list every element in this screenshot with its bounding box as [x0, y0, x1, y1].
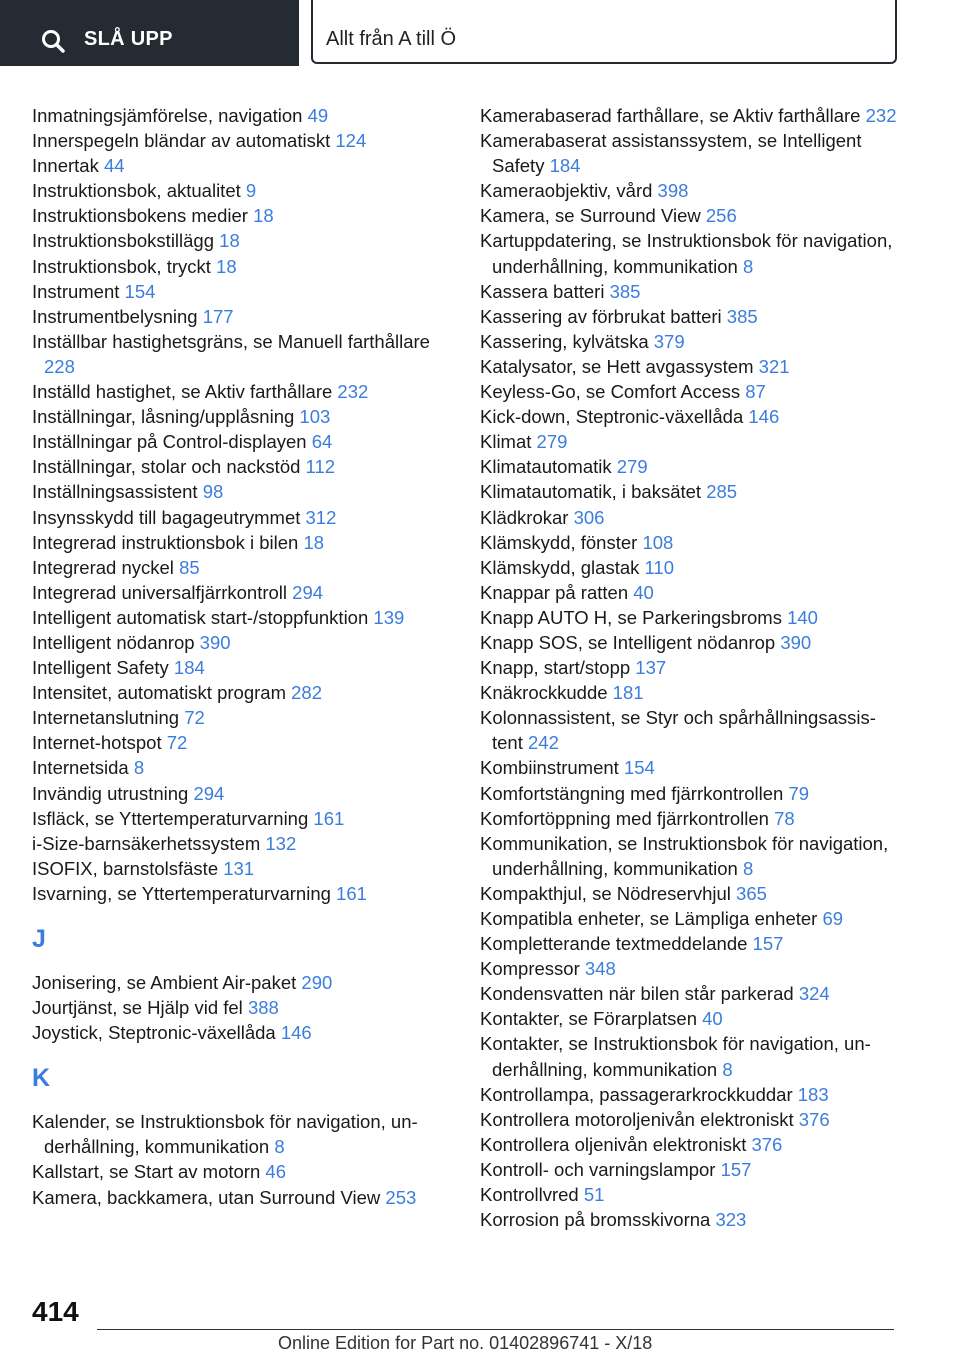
index-entry: [480, 680, 900, 705]
index-entry: [32, 781, 452, 806]
index-entry-text: Kassering av förbrukat batteri: [480, 305, 722, 327]
index-page-link[interactable]: 154: [623, 757, 655, 779]
index-entry-text: Instruktionsbok, tryckt: [32, 255, 211, 277]
index-page-link[interactable]: 51: [583, 1184, 605, 1206]
index-page-link[interactable]: 79: [788, 782, 810, 804]
index-entry: [32, 655, 452, 680]
index-entry-text: Kamera, se Surround View: [480, 205, 701, 227]
index-page-link[interactable]: 290: [301, 972, 333, 993]
index-entry: [32, 1185, 452, 1210]
index-page-link[interactable]: 8: [274, 1136, 285, 1158]
index-entry-text: Kontrollampa, passagerarkrockkuddar: [480, 1083, 793, 1105]
index-page-link[interactable]: 242: [528, 732, 559, 754]
index-page-link[interactable]: 232: [865, 105, 897, 126]
index-entry: [480, 304, 900, 329]
index-page-link[interactable]: 294: [193, 782, 225, 804]
footer-divider: [97, 1329, 894, 1330]
index-page-link[interactable]: 161: [336, 882, 367, 904]
index-page-link[interactable]: 137: [635, 657, 667, 679]
index-entry-text: Intensitet, automatiskt program: [32, 682, 286, 704]
index-entry-text: Kontrollera motoroljenivån elektroniskt: [480, 1108, 794, 1130]
index-entry: [32, 881, 452, 906]
index-page-link[interactable]: 232: [337, 381, 369, 403]
index-entry: [32, 379, 452, 404]
index-entry-text: Integrerad nyckel: [32, 556, 174, 578]
index-entry: [32, 304, 452, 329]
index-page-link[interactable]: 110: [644, 556, 675, 578]
index-page-link[interactable]: 181: [612, 682, 644, 704]
index-entry: [480, 505, 900, 530]
index-entry: [480, 1031, 900, 1081]
index-entry: [32, 429, 452, 454]
index-entry-text: Kamerabaserad farthållare, se Aktiv farthållare: [480, 105, 861, 126]
index-page-link[interactable]: 40: [702, 1008, 723, 1030]
search-tab[interactable]: [0, 0, 299, 66]
index-entry-text: Instrument: [32, 280, 120, 302]
index-entry-text: Kompletterande textmeddelande: [480, 933, 748, 955]
index-entry-text: Intelligent automatisk start-/stoppfunktion: [32, 606, 369, 628]
index-entry-text: Korrosion på bromsskivorna: [480, 1209, 711, 1231]
index-entry-text: Inställningar, låsning/upplåsning: [32, 406, 295, 428]
index-entry-text: ISOFIX, barnstolsfäste: [32, 857, 219, 879]
index-entry: [480, 605, 900, 630]
index-entry: [480, 580, 900, 605]
index-entry-text: Kontrollvred: [480, 1184, 579, 1206]
index-entry: [32, 178, 452, 203]
index-page-link[interactable]: 228: [44, 355, 75, 377]
index-page-link[interactable]: 385: [726, 305, 758, 327]
index-page-link[interactable]: 157: [752, 933, 784, 955]
index-page-link[interactable]: 282: [291, 682, 322, 704]
index-page-link[interactable]: 312: [305, 506, 337, 528]
index-entry-text: Inställningar, stolar och nackstöd: [32, 456, 301, 478]
index-entry: [32, 254, 452, 279]
index-entry-text: Klimatautomatik: [480, 456, 612, 478]
index-page-link[interactable]: 154: [124, 280, 156, 302]
index-entry: [480, 655, 900, 680]
index-page-link[interactable]: 87: [745, 381, 766, 403]
index-entry-text: Kondensvatten när bilen står parkerad: [480, 983, 794, 1005]
index-entry-text: Innertak: [32, 155, 99, 177]
index-page-link[interactable]: 183: [797, 1083, 829, 1105]
index-page-link[interactable]: 348: [584, 958, 616, 980]
index-entry-text: Internet-hotspot: [32, 732, 162, 754]
index-entry: [480, 429, 900, 454]
index-entry: [32, 856, 452, 881]
index-entry-text: Kompressor: [480, 958, 580, 980]
index-page-link[interactable]: 279: [616, 456, 648, 478]
index-page-link[interactable]: 146: [280, 1022, 312, 1044]
index-column-left: [32, 103, 452, 1210]
index-entry-text: Knapp AUTO H, se Parkeringsbroms: [480, 606, 782, 628]
index-entry-text: Instruktionsbok, aktualitet: [32, 180, 241, 202]
index-page-link[interactable]: 85: [179, 556, 200, 578]
index-entry-text: Kontrollera oljenivån elektroniskt: [480, 1133, 747, 1155]
index-entry-text: Klimatautomatik, i baksätet: [480, 481, 702, 503]
index-entry: [480, 781, 900, 806]
index-entry-text: Komfortstängning med fjärrkontrollen: [480, 782, 784, 804]
index-entry-text: Kontakter, se Förarplatsen: [480, 1008, 697, 1030]
index-entry-text: Innerspegeln bländar av automatiskt: [32, 130, 331, 152]
index-entry-text: Kombiinstrument: [480, 757, 619, 779]
index-entry: [32, 705, 452, 730]
index-entry-text: Knapp SOS, se Intelligent nödanrop: [480, 631, 776, 653]
index-entry-text: Komfortöppning med fjärrkontrollen: [480, 807, 769, 829]
index-page-link[interactable]: 385: [609, 280, 641, 302]
index-entry-text: Kontakter, se Instruktionsbok för navigation, underhållning, kommunikation: [480, 1033, 871, 1080]
index-entry-text: Kompakthjul, se Nödreservhjul: [480, 882, 731, 904]
index-entry-text: Inställningsassistent: [32, 481, 198, 503]
index-entry: [480, 956, 900, 981]
index-page-link[interactable]: 376: [798, 1108, 830, 1130]
index-entry: [32, 995, 452, 1020]
index-entry: [480, 630, 900, 655]
index-entry-text: Intelligent Safety: [32, 657, 169, 679]
index-page-link[interactable]: 132: [265, 832, 297, 854]
index-page-link[interactable]: 139: [373, 606, 405, 628]
index-page-link[interactable]: 131: [223, 857, 255, 879]
index-page-link[interactable]: 376: [751, 1133, 783, 1155]
index-entry: [480, 203, 900, 228]
index-page-link[interactable]: 112: [305, 456, 336, 478]
index-entry: [32, 404, 452, 429]
index-entry: [480, 329, 900, 354]
index-page-link[interactable]: 18: [219, 230, 240, 252]
index-entry-text: Integrerad universalfjärrkontroll: [32, 581, 288, 603]
index-entry-text: Kassera batteri: [480, 280, 605, 302]
index-entry-text: Klädkrokar: [480, 506, 569, 528]
index-entry: [32, 329, 452, 379]
index-entry-text: Kolonnassistent, se Styr och spårhållningsassistent: [480, 707, 876, 754]
index-entry-text: Klämskydd, fönster: [480, 531, 638, 553]
index-entry-text: Inställningar på Control-displayen: [32, 431, 307, 453]
index-entry-text: Inställd hastighet, se Aktiv farthållare: [32, 381, 333, 403]
index-entry: [480, 1207, 900, 1232]
index-entry: [480, 755, 900, 780]
index-entry-text: Kommunikation, se Instruktionsbok för navigation, underhållning, kommunikation: [480, 832, 889, 879]
index-page-link[interactable]: 388: [247, 997, 279, 1019]
index-entry: [32, 505, 452, 530]
index-entry: [32, 128, 452, 153]
index-entry-text: Klimat: [480, 431, 532, 453]
search-icon: [40, 28, 68, 56]
index-page-link[interactable]: 253: [385, 1186, 417, 1208]
index-entry: [480, 906, 900, 931]
index-entry: [480, 530, 900, 555]
index-letter-heading: J: [32, 925, 46, 953]
index-entry-text: Inmatningsjämförelse, navigation: [32, 105, 303, 126]
section-title-tab[interactable]: [311, 0, 897, 64]
search-tab-label: SLÅ UPP: [84, 28, 173, 50]
index-entry: [32, 580, 452, 605]
index-entry: [32, 630, 452, 655]
index-entry: [32, 970, 452, 995]
index-entry: [480, 103, 900, 128]
index-page-link[interactable]: 9: [245, 180, 257, 202]
index-entry: [32, 755, 452, 780]
index-entry-text: Kalender, se Instruktionsbok för navigation, underhållning, kommunikation: [32, 1111, 418, 1158]
index-entry-text: Insynsskydd till bagageutrymmet: [32, 506, 301, 528]
index-page-link[interactable]: 40: [633, 581, 654, 603]
index-entry-text: Kamera, backkamera, utan Surround View: [32, 1186, 381, 1208]
index-entry-text: Isvarning, se Yttertemperaturvarning: [32, 882, 331, 904]
index-page-link[interactable]: 184: [173, 657, 205, 679]
index-page-link[interactable]: 8: [742, 857, 754, 879]
index-entry-text: Internetsida: [32, 757, 129, 779]
index-page-link[interactable]: 18: [216, 255, 237, 277]
index-entry: [480, 981, 900, 1006]
index-entry-text: Isfläck, se Yttertemperaturvarning: [32, 807, 309, 829]
index-entry: [32, 153, 452, 178]
index-page-link[interactable]: 8: [133, 757, 145, 779]
index-entry: [32, 530, 452, 555]
index-page-link[interactable]: 98: [202, 481, 224, 503]
index-entry-text: Kompatibla enheter, se Lämpliga enheter: [480, 908, 818, 929]
index-entry: [480, 404, 900, 429]
index-entry: [480, 1082, 900, 1107]
index-letter-heading: K: [32, 1064, 51, 1093]
index-entry-text: Katalysator, se Hett avgassystem: [480, 355, 754, 377]
index-entry: [32, 228, 452, 253]
index-entry-text: Instrumentbelysning: [32, 305, 198, 327]
index-entry: [480, 228, 900, 278]
index-entry: [32, 730, 452, 755]
index-page-link[interactable]: 157: [720, 1158, 752, 1180]
index-page-link[interactable]: 306: [573, 506, 605, 528]
index-entry-text: Integrerad instruktionsbok i bilen: [32, 531, 299, 553]
index-entry: [480, 705, 900, 755]
index-page-link[interactable]: 78: [774, 807, 795, 829]
index-page-link[interactable]: 124: [335, 130, 367, 152]
index-entry: [32, 555, 452, 580]
top-navigation-bar: [0, 0, 960, 66]
index-entry-text: Jonisering, se Ambient Air-paket: [32, 972, 297, 993]
index-entry-text: Instruktionsbokens medier: [32, 205, 248, 227]
index-page-link[interactable]: 177: [202, 305, 234, 327]
index-page-link[interactable]: 49: [307, 105, 329, 126]
index-entry-text: Kallstart, se Start av motorn: [32, 1161, 261, 1183]
index-entry: [480, 1157, 900, 1182]
index-entry-text: Knäkrockkudde: [480, 682, 608, 704]
index-entry-text: Jourtjänst, se Hjälp vid fel: [32, 997, 243, 1019]
index-entry: [32, 279, 452, 304]
index-page-link[interactable]: 161: [313, 807, 345, 829]
index-page-link[interactable]: 18: [253, 205, 274, 227]
index-entry: [32, 1020, 452, 1045]
index-entry-text: Kontroll- och varningslampor: [480, 1158, 716, 1180]
index-page-link[interactable]: 285: [706, 481, 738, 503]
index-page-link[interactable]: 390: [199, 631, 231, 653]
index-entry: [480, 454, 900, 479]
index-page-link[interactable]: 184: [549, 155, 581, 177]
index-page-link[interactable]: 108: [642, 531, 674, 553]
page-number: 414: [32, 1296, 79, 1327]
index-entry: [32, 103, 452, 128]
index-entry: [480, 931, 900, 956]
index-entry: [480, 128, 900, 178]
index-entry-text: Invändig utrustning: [32, 782, 189, 804]
index-entry: [32, 1159, 452, 1184]
index-entry-text: Inställbar hastighetsgräns, se Manuell farthållare: [32, 330, 430, 352]
index-entry-text: Kameraobjektiv, vård: [480, 180, 653, 202]
index-entry: [32, 605, 452, 630]
index-column-right: [480, 103, 900, 1232]
index-entry: [480, 279, 900, 304]
index-entry: [480, 806, 900, 831]
index-entry: [32, 203, 452, 228]
section-title: Allt från A till Ö: [326, 28, 457, 50]
index-entry: [480, 1182, 900, 1207]
index-page-link[interactable]: 323: [715, 1209, 747, 1231]
index-entry-text: Knappar på ratten: [480, 581, 629, 603]
index-entry: [480, 1132, 900, 1157]
index-entry: [32, 680, 452, 705]
index-entry: [32, 831, 452, 856]
index-page-link[interactable]: 103: [299, 406, 331, 428]
index-entry-text: Intelligent nödanrop: [32, 631, 195, 653]
index-entry-text: Kartuppdatering, se Instruktionsbok för navigation, underhållning, kommunikation: [480, 230, 893, 277]
index-entry: [480, 555, 900, 580]
index-page-link[interactable]: 324: [798, 983, 830, 1005]
index-page-link[interactable]: 8: [722, 1058, 733, 1080]
index-entry: [32, 479, 452, 504]
index-page-link[interactable]: 46: [265, 1161, 286, 1183]
index-entry: [480, 831, 900, 881]
index-page-link[interactable]: 140: [787, 606, 818, 628]
index-entry-text: Instruktionsbokstillägg: [32, 230, 215, 252]
index-entry-text: Joystick, Steptronic-växellåda: [32, 1022, 276, 1044]
index-page-link[interactable]: 72: [166, 732, 188, 754]
index-entry: [480, 1107, 900, 1132]
index-entry: [480, 1006, 900, 1031]
index-entry: [480, 178, 900, 203]
index-page-link[interactable]: 69: [822, 908, 844, 929]
index-entry-text: Internetanslutning: [32, 707, 180, 729]
index-entry-text: Knapp, start/stopp: [480, 657, 631, 679]
index-page-link[interactable]: 8: [742, 255, 754, 277]
index-entry: [32, 454, 452, 479]
footer-edition-text: Online Edition for Part no. 01402896741 - X/18: [278, 1333, 653, 1353]
index-page-link[interactable]: 256: [705, 205, 737, 227]
index-page-link[interactable]: 18: [303, 531, 325, 553]
index-page-link[interactable]: 146: [748, 406, 780, 428]
index-entry-text: Kamerabaserat assistanssystem, se Intelligent Safety: [480, 130, 862, 177]
index-page-link[interactable]: 294: [292, 581, 324, 603]
index-page-link[interactable]: 398: [657, 180, 689, 202]
index-entry-text: Klämskydd, glastak: [480, 556, 640, 578]
index-page-link[interactable]: 390: [780, 631, 812, 653]
index-entry: [32, 1109, 452, 1159]
index-entry-text: Keyless-Go, se Comfort Access: [480, 381, 741, 403]
index-entry: [480, 354, 900, 379]
index-entry: [480, 881, 900, 906]
index-entry: [480, 479, 900, 504]
index-page-link[interactable]: 72: [184, 707, 205, 729]
index-page-link[interactable]: 379: [653, 330, 685, 352]
index-entry-text: Kick-down, Steptronic-växellåda: [480, 406, 744, 428]
index-entry-text: i-Size-barnsäkerhetssystem: [32, 832, 261, 854]
index-page-link[interactable]: 365: [736, 882, 767, 904]
index-page-link[interactable]: 279: [536, 431, 568, 453]
index-page-link[interactable]: 321: [758, 355, 790, 377]
index-entry-text: Kassering, kylvätska: [480, 330, 649, 352]
index-entry: [32, 806, 452, 831]
index-page-link[interactable]: 44: [104, 155, 125, 177]
index-page-link[interactable]: 64: [311, 431, 333, 453]
index-entry: [480, 379, 900, 404]
